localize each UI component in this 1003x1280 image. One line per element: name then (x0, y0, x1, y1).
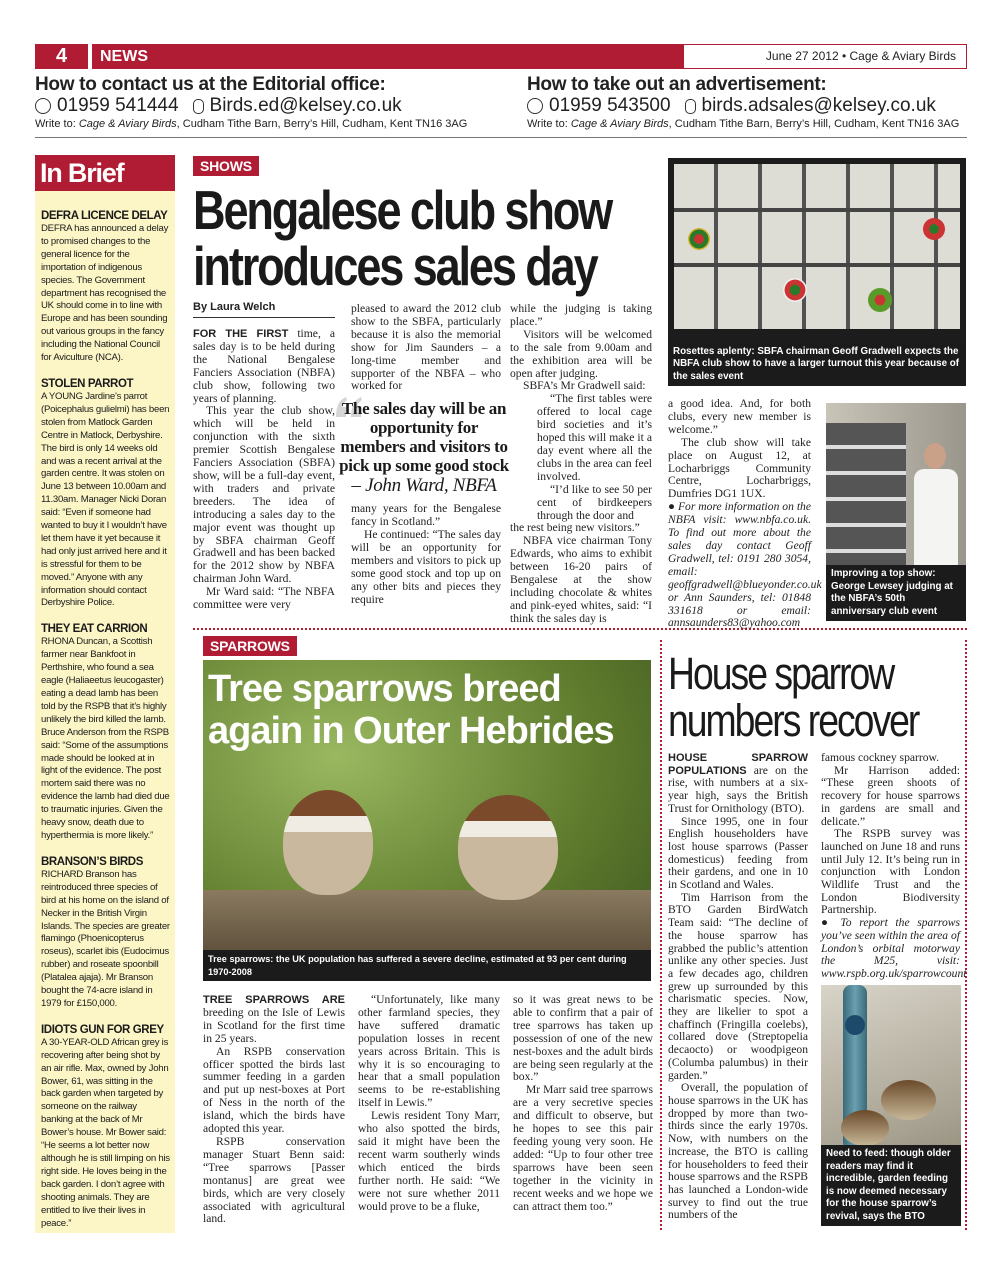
paragraph: Mr Ward said: “The NBFA committee were very (193, 585, 335, 612)
sparrows-col-2 (358, 994, 500, 1213)
paragraph: Mr Marr said tree sparrows are a very secretive species and difficult to observe, but he hopes to see this pair feeding young very soon. He added: “Up to four other tree sparrows have been seen together in the vicinity in recent weeks and we hope we can attract them too.” (513, 1083, 653, 1213)
byline: By Laura Welch (193, 301, 335, 318)
info-note: ● For more information on the NBFA visit: www.nbfa.co.uk. To find out more about the sales day contact Geoff Gradwell, tel: 0191 280 3054, email: geoffgradwell@blueyonder.co.uk or Ann Saunders, tel: 01848 331618 or email: annsaunders83@yahoo.com (668, 500, 822, 630)
paragraph: RSPB conservation manager Stuart Benn said: “Tree sparrows [Passer montanus] are great wee birds, which are very closely associated with agricultural land. (203, 1134, 345, 1226)
mouse-icon (193, 99, 204, 114)
text: are on the rise, with numbers at a six-year high, says the British Trust for Ornithology (BTO). (668, 763, 808, 815)
section-title: NEWS (92, 44, 683, 69)
lead-in: TREE SPARROWS ARE (203, 994, 345, 1006)
advertising-email[interactable]: birds.adsales@kelsey.co.uk (701, 95, 936, 116)
paragraph: the rest being new visitors.” (510, 521, 640, 535)
paragraph: NBFA vice chairman Tony Edwards, who aims to exhibit between 16-20 pairs of Bengalese at the show including chocolate & whites and pink-eyed whites, said: “I think the sales day is (510, 534, 652, 625)
info-text: To report the sparrows you’ve seen within the area of London’s orbital motorway the M25, visit: www.rspb.org.uk/sparrowcount (821, 916, 967, 980)
advertising-contact (527, 74, 967, 131)
advertising-phone[interactable]: 01959 543500 (549, 95, 671, 116)
editorial-phone[interactable]: 01959 541444 (57, 95, 179, 116)
paragraph (668, 752, 808, 816)
header-divider (35, 137, 967, 138)
man-head (924, 443, 946, 469)
advertising-contact-title: How to take out an advertisement: (527, 74, 827, 95)
paragraph: The club show will take place on August 12, at Locharbriggs Community Centre, Locharbriggs, Dumfries DG1 1UX. (668, 435, 811, 501)
pull-quote-attribution: – John Ward, NBFA (351, 475, 497, 497)
phone-icon (527, 98, 543, 114)
paragraph: so it was great news to be able to confirm that a pair of tree sparrows has taken up possession of one of the new nest-boxes and the adult birds are being seen regularly at the box.” (513, 993, 653, 1084)
brief-heading: BRANSON’S BIRDS (41, 855, 143, 868)
brief-heading: STOLEN PARROT (41, 377, 134, 390)
brief-heading: THEY EAT CARRION (41, 623, 148, 636)
section-divider (193, 628, 967, 630)
address: , Cudham Tithe Barn, Berry’s Hill, Cudham, Kent TN16 3AG (176, 118, 468, 130)
paragraph: Since 1995, one in four English householders have lost house sparrows (Passer domesticus) feeding from their gardens, and one in 10 in Scotland and Wales. (668, 814, 808, 892)
sparrows-col-1 (203, 994, 345, 1226)
house-sparrow-col-1 (668, 752, 808, 1222)
address: , Cudham Tithe Barn, Berry’s Hill, Cudham, Kent TN16 3AG (668, 118, 960, 130)
shows-col-4 (668, 397, 822, 630)
column-divider (660, 640, 662, 1230)
pull-quote-text: The sales day will be an opportunity for members and visitors to pick up some good stock (339, 399, 509, 476)
paragraph: An RSPB conservation officer spotted the birds last summer feeding in a garden and put up nest-boxes at Port of Ness in the north of the island, which the birds have adopted this year. (203, 1044, 345, 1136)
paragraph: This year the club show, which will be held in conjunction with the sixth premier Scottish Bengalese Fanciers Association (SBFA) show, will be a full-day event, with traders and private breeders. The idea of introducing a sales day to the major event was thought up by SBFA chairman Geoff Gradwell and has been backed for the 2012 show by NBFA chairman John Ward. (193, 404, 335, 586)
cages-image (826, 423, 906, 573)
paragraph: Visitors will be welcomed to the sale from 9.00am and the exhibition area will be open after judging. (510, 327, 652, 380)
in-brief-title: In Brief (35, 155, 175, 191)
info-text: For more information on the NBFA visit: www.nbfa.co.uk. To find out more about the sales day contact Geoff Gradwell, tel: 0191 280 3054, email: geoffgradwell@blueyonder.co.uk or Ann Saunders, tel: 01848 331618 or email: annsaunders83@yahoo.com (668, 500, 822, 630)
paragraph (193, 328, 335, 405)
paragraph: Lewis resident Tony Marr, who also spotted the birds, said it might have been the recent warm southerly winds which enticed the birds further north. He said: “We were not sure whether 2011 would prove to be a fluke, (358, 1109, 500, 1213)
paragraph: He continued: “The sales day will be an opportunity for members and visitors to pick up some good stock and top up on any other bits and pieces they require (351, 528, 501, 606)
rosette-icon (923, 218, 945, 240)
brief-body: DEFRA has announced a delay to promised changes to the general licence for the importation of indigenous species. The Government department has recognised the UK should come in to line with Europe and has been sounding out various groups in the fancy including the National Council for Aviculture (NCA). (41, 223, 169, 364)
paragraph: Mr Harrison added: “These green shoots of recovery for house sparrows in gardens are small and delicate.” (821, 763, 960, 828)
shows-headline: Bengalese club show introduces sales day (193, 179, 612, 297)
info-note: ● To report the sparrows you’ve seen within the area of London’s orbital motorway the M25, visit: www.rspb.org.uk/sparrowcount (821, 916, 967, 980)
page-number: 4 (35, 44, 88, 69)
rosette-icon (688, 228, 710, 250)
lead-in: FOR THE FIRST (193, 328, 289, 340)
tree-sparrows-photo (203, 660, 651, 981)
publication-name: Cage & Aviary Birds (570, 118, 669, 130)
paragraph: while the judging is taking place.” (510, 302, 652, 328)
paragraph: famous cockney sparrow. (821, 751, 940, 764)
brief-body: A 30-YEAR-OLD African grey is recovering after being shot by an air rifle. Max, owned by John Bower, 61, was sitting in the back garden when targeted by someone on the railway banking at the back of Mr Bower’s house. Mr Bower said: “He seems a lot better now although he is still limping on his right side. He loves being in the back garden. I don’t agree with shooting animals. They are entitled to live their lives in peace.” (41, 1036, 170, 1229)
brief-heading: IDIOTS GUN FOR GREY (41, 1023, 164, 1036)
paragraph: Tim Harrison from the BTO Garden BirdWatch Team said: “The decline of the house sparrow has grabbed the public’s attention unlike any other species. Just a few decades ago, children grew up surrounded by this charismatic species. Now, they are likelier to spot a chaffinch (Fringilla coelebs), collared dove (Streptopelia decaocto) or woodpigeon (Columba palumbus) in their garden.” (668, 890, 808, 1082)
text: breeding on the Isle of Lewis in Scotland for the first time in 25 years. (203, 1005, 345, 1045)
write-prefix: Write to: (527, 118, 571, 130)
mouse-icon (685, 99, 696, 114)
feeder-photo (821, 985, 961, 1226)
brief-body: A YOUNG Jardine’s parrot (Poicephalus gulielmi) has been stolen from Matlock Garden Centre in Matlock, Derbyshire. The bird is only 14 weeks old and was a recent arrival at the garden centre. It was stolen on June 13 between 10.00am and 11.30am. Manager Nicki Doran said: “Even if someone had wanted to buy it I wouldn’t have let them have it yet because it had only just arrived here and it is stressful for them to be moved.” Anyone with any information should contact Derbyshire Police. (41, 390, 170, 609)
lead-in: HOUSE SPARROW POPULATIONS (668, 752, 808, 777)
paragraph: The RSPB survey was launched on June 18 and runs until July 12. It’s being run in conjunction with London Wildlife Trust and the London Biodiversity Partnership. (821, 827, 960, 917)
sparrows-col-3 (513, 994, 653, 1213)
photo-caption: Need to feed: though older readers may find it incredible, garden feeding is now deemed necessary for the house sparrow’s revival, says the BTO (821, 1145, 961, 1226)
paragraph: “The first tables were offered to local cage bird societies and it’s hoped this will make it a day event where all the clubs in the area can feel involved. (537, 392, 652, 483)
photo-caption: Improving a top show: George Lewsey judging at the NBFA’s 50th anniversary club event (826, 565, 966, 621)
house-sparrow-headline: House sparrow numbers recover (668, 648, 919, 746)
cages-image (674, 164, 960, 329)
sparrows-headline: Tree sparrows breed again in Outer Hebrides (208, 668, 614, 752)
man-shirt (914, 469, 958, 569)
sparrow-image (458, 795, 558, 900)
photo-caption: Rosettes aplenty: SBFA chairman Geoff Gradwell expects the NBFA club show to have a larger turnout this year because of the sales event (668, 343, 966, 387)
shows-col-2 (339, 302, 509, 607)
brief-body: RICHARD Branson has reintroduced three species of bird at his home on the island of Necker in the British Virgin Islands. The species are greater flamingo (Phoenicopterus roseus), scarlet ibis (Eudocimus rubber) and roseate spoonbill (Platalea ajaja). Mr Branson bought the 74-acre island in 1979 for £150,000. (41, 868, 170, 1009)
editorial-email[interactable]: Birds.ed@kelsey.co.uk (209, 95, 402, 116)
pull-quote (338, 399, 510, 497)
advertising-address (527, 117, 967, 131)
rosette-icon (868, 288, 892, 312)
sparrows-label: SPARROWS (203, 636, 297, 656)
photo-caption: Tree sparrows: the UK population has suffered a severe decline, estimated at 93 per cent during 1970-2008 (203, 950, 651, 981)
paragraph: Overall, the population of house sparrows in the UK has dropped by more than two-thirds since the early 1970s. Now, with numbers on the increase, the BTO is calling for householders to feed their house sparrows and the RSPB has launched a London-wide survey to find out the true numbers of the (668, 1081, 808, 1222)
sparrow-image (283, 790, 373, 895)
editorial-address (35, 117, 505, 131)
issue-date: June 27 2012 • Cage & Aviary Birds (683, 44, 967, 69)
phone-icon (35, 98, 51, 114)
sparrow-image (841, 1110, 889, 1146)
sparrow-image (881, 1080, 936, 1120)
editorial-contact (35, 74, 505, 131)
paragraph: many years for the Bengalese fancy in Scotland.” (351, 502, 501, 529)
paragraph: SBFA’s Mr Gradwell said: (523, 379, 646, 393)
shows-col-3 (510, 303, 652, 626)
house-sparrow-col-2 (821, 751, 967, 981)
editorial-contact-title: How to contact us at the Editorial office: (35, 74, 386, 95)
write-prefix: Write to: (35, 118, 79, 130)
paragraph: pleased to award the 2012 club show to the SBFA, particularly because it is also the memorial show for Jim Saunders – a long-time member and supporter of the NBFA – who worked for (351, 302, 501, 393)
text: time, a sales day is to be held during the National Bengalese Fanciers Association (NBFA) club show, following two years of planning. (193, 327, 335, 405)
rosettes-photo (668, 158, 966, 386)
paragraph: “Unfortunately, like many other farmland species, they have suffered dramatic population losses in recent years across Britain. This is why it is so encouraging to hear that a small population seems to be re-establishing itself in Lewis.” (358, 993, 500, 1110)
brief-heading: DEFRA LICENCE DELAY (41, 210, 168, 222)
feeder-port (845, 1015, 865, 1035)
shows-label: SHOWS (193, 156, 259, 176)
paragraph (203, 994, 345, 1046)
brief-body: RHONA Duncan, a Scottish farmer near Bankfoot in Perthshire, who found a sea eagle (Haliaeetus leucogaster) eating a dead lamb has been told by the RSPB that it’s highly unlikely the bird killed the lamb. Bruce Anderson from the RSPB said: “Some of the assumptions made should be looked at in light of the evidence. The post mortem said there was no evidence the lamb had died due to traumatic injuries. Given the heavy snow, death due to hyperthermia is more likely.” (41, 636, 170, 841)
paragraph: a good idea. And, for both clubs, every new member is welcome.” (668, 397, 811, 436)
paragraph: “I’d like to see 50 per cent of birdkeepers through the door and (537, 482, 652, 522)
in-brief-items (41, 210, 171, 1243)
judge-photo (826, 403, 966, 621)
rosette-icon (783, 278, 807, 302)
publication-name: Cage & Aviary Birds (78, 118, 177, 130)
shows-col-1 (193, 328, 335, 612)
